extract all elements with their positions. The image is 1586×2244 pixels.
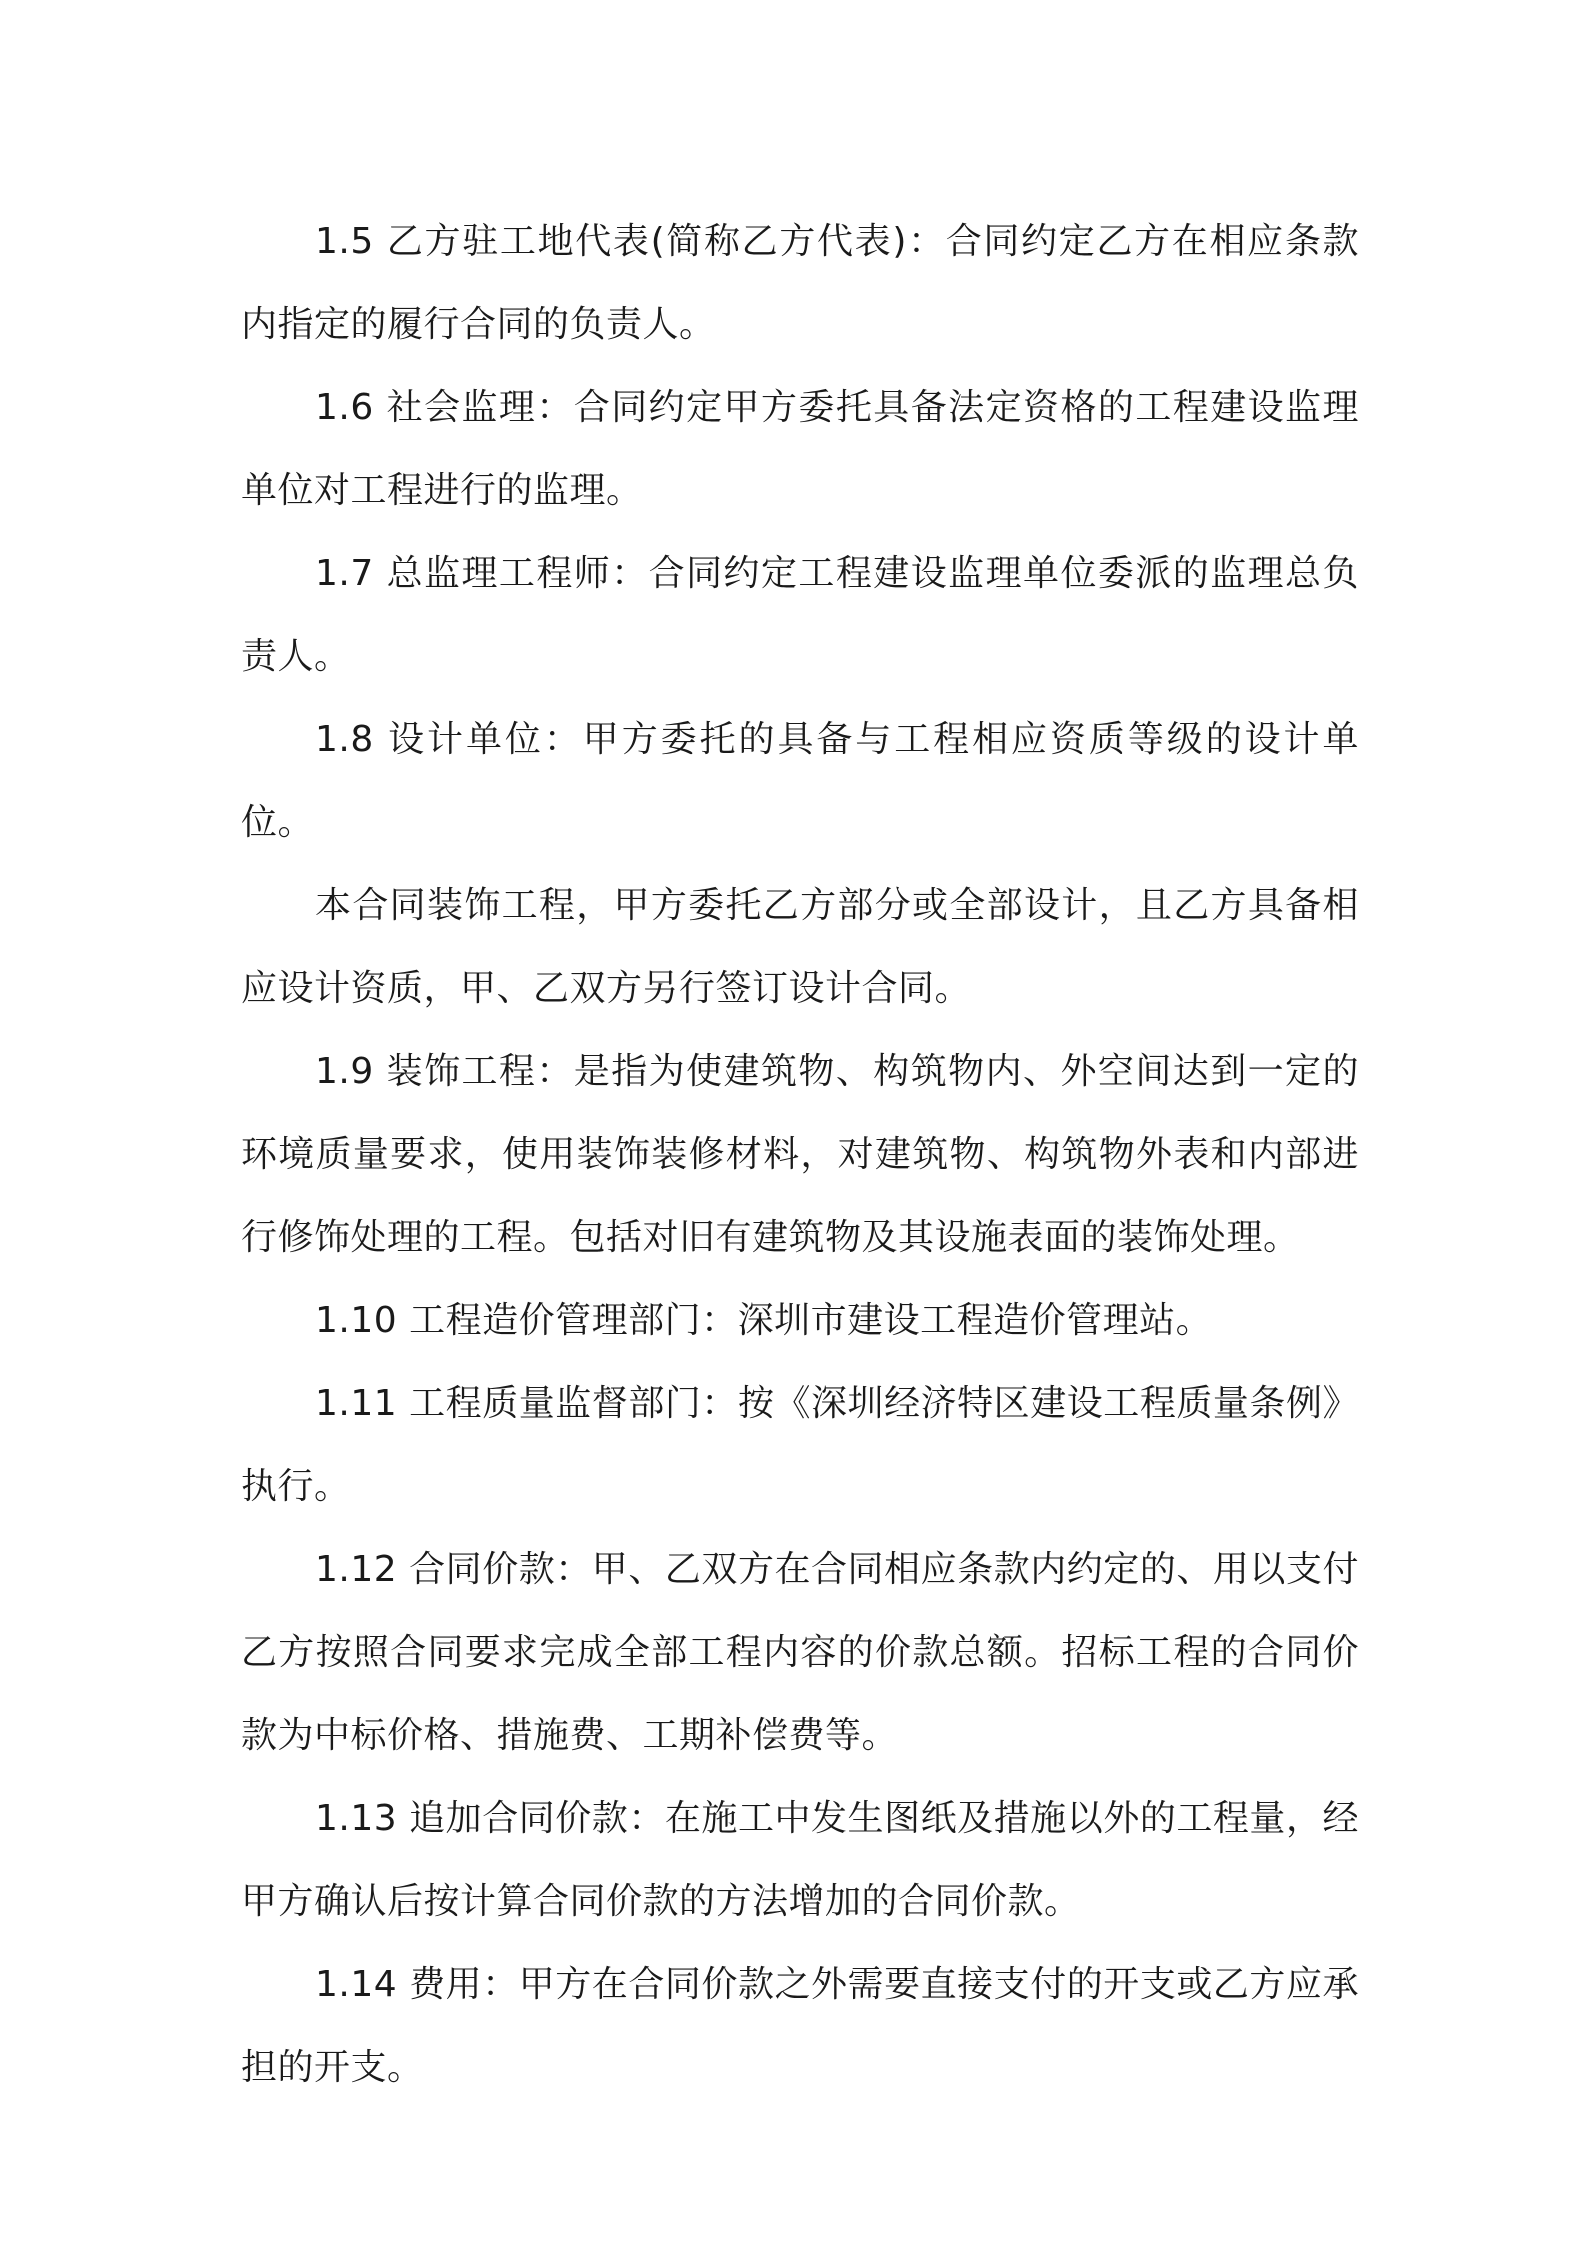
clause-1-12: 1.12 合同价款：甲、乙双方在合同相应条款内约定的、用以支付乙方按照合同要求完成全部工程内容的价款总额。招标工程的合同价款为中标价格、措施费、工期补偿费等。 [241,1549,1359,1756]
clause-1-14: 1.14 费用：甲方在合同价款之外需要直接支付的开支或乙方应承担的开支。 [241,1964,1359,2088]
clause-1-8-note: 本合同装饰工程，甲方委托乙方部分或全部设计，且乙方具备相应设计资质，甲、乙双方另行签订设计合同。 [241,885,1359,1009]
document-body [241,200,1359,2109]
clause-1-11: 1.11 工程质量监督部门：按《深圳经济特区建设工程质量条例》执行。 [241,1383,1359,1507]
clause-1-10: 1.10 工程造价管理部门：深圳市建设工程造价管理站。 [315,1300,1213,1341]
clause-1-8: 1.8 设计单位：甲方委托的具备与工程相应资质等级的设计单位。 [241,719,1359,843]
clause-1-5: 1.5 乙方驻工地代表(简称乙方代表)：合同约定乙方在相应条款内指定的履行合同的负责人。 [241,221,1359,345]
clause-1-7: 1.7 总监理工程师：合同约定工程建设监理单位委派的监理总负责人。 [241,553,1359,677]
clause-1-6: 1.6 社会监理：合同约定甲方委托具备法定资格的工程建设监理单位对工程进行的监理。 [241,387,1359,511]
clause-1-9: 1.9 装饰工程：是指为使建筑物、构筑物内、外空间达到一定的环境质量要求，使用装饰装修材料，对建筑物、构筑物外表和内部进行修饰处理的工程。包括对旧有建筑物及其设施表面的装饰处理。 [241,1051,1359,1258]
clause-1-13: 1.13 追加合同价款：在施工中发生图纸及措施以外的工程量，经甲方确认后按计算合同价款的方法增加的合同价款。 [241,1798,1359,1922]
